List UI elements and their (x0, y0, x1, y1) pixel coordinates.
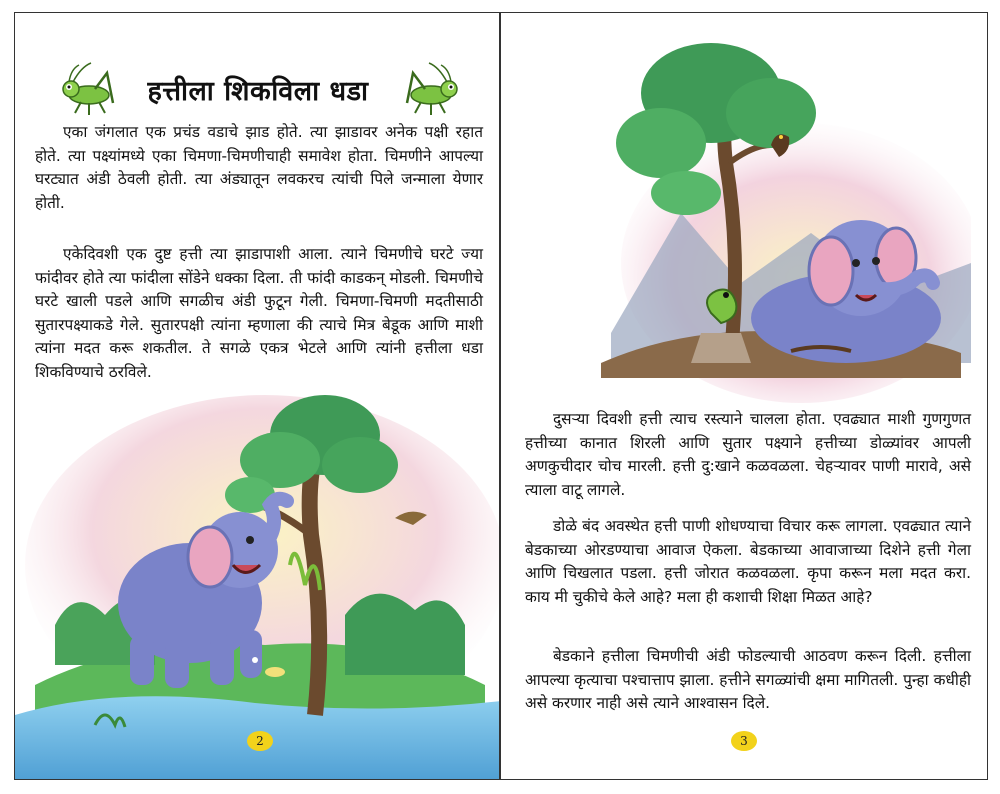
grasshopper-icon (401, 61, 465, 117)
page-number: 2 (247, 731, 273, 751)
left-page (14, 12, 500, 780)
paragraph: डोळे बंद अवस्थेत हत्ती पाणी शोधण्याचा विचार करू लागला. एवढ्यात त्याने बेडकाच्या ओरडण्याचा आवाज ऐकला. बेडकाच्या आवाजाच्या दिशेने हत्ती गेला आणि चिखलात पडला. हत्ती जोरात कळवळला. कृपा करून मला मदत करा. काय मी चुकीचे केले आहे? मला ही कशाची शिक्षा मिळत आहे? (525, 517, 971, 606)
elephant-by-river-illustration (15, 385, 500, 780)
paragraph: एकेदिवशी एक दुष्ट हत्ती त्या झाडापाशी आला. त्याने चिमणीचे घरटे ज्या फांदीवर होते त्या फांदीला सोंडेने धक्का दिला. ती फांदी काडकन् मोडली. चिमणीचे घरटे खाली पडले आणि सगळीच अंडी फुटून गेली. चिमणा-चिमणी मदतीसाठी सुतारपक्ष्याकडे गेले. सुतारपक्षी त्यांना म्हणाला की त्याचे मित्र बेडूक आणि माशी त्यांना मदत करू शकतील. ते सगळे एकत्र भेटले आणि त्यांनी हत्तीला धडा शिकविण्याचे ठरविले. (35, 245, 483, 381)
page-number: 3 (731, 731, 757, 751)
paragraph: बेडकाने हत्तीला चिमणीची अंडी फोडल्याची आठवण करून दिली. हत्तीला आपल्या कृत्याचा पश्चात्ताप झाला. हत्तीने सगळ्यांची क्षमा मागितली. पुन्हा कधीही असे करणार नाही असे त्याने आश्वासन दिले. (525, 647, 971, 713)
story-title: हत्तीला शिकविला धडा (147, 76, 369, 107)
right-page (500, 12, 988, 780)
title-row (15, 61, 500, 121)
paragraph: दुसऱ्या दिवशी हत्ती त्याच रस्त्याने चालला होता. एवढ्यात माशी गुणगुणत हत्तीच्या कानात शिरली आणि सुतार पक्ष्याने हत्तीच्या डोळ्यांवर आपली अणकुचीदार चोच मारली. हत्ती दु:खाने कळवळला. चेहऱ्यावर पाणी मारावे, असे त्याला वाटू लागले. (525, 410, 971, 499)
elephant-in-mud-illustration (591, 33, 971, 403)
paragraph: एका जंगलात एक प्रचंड वडाचे झाड होते. त्या झाडावर अनेक पक्षी रहात होते. त्या पक्ष्यांमध्ये एका चिमणा-चिमणीचाही समावेश होता. चिमणीने आपल्या घरट्यात अंडी ठेवली होती. त्या अंड्यातून लवकरच त्यांची पिले जन्माला येणार होती. (35, 123, 483, 212)
